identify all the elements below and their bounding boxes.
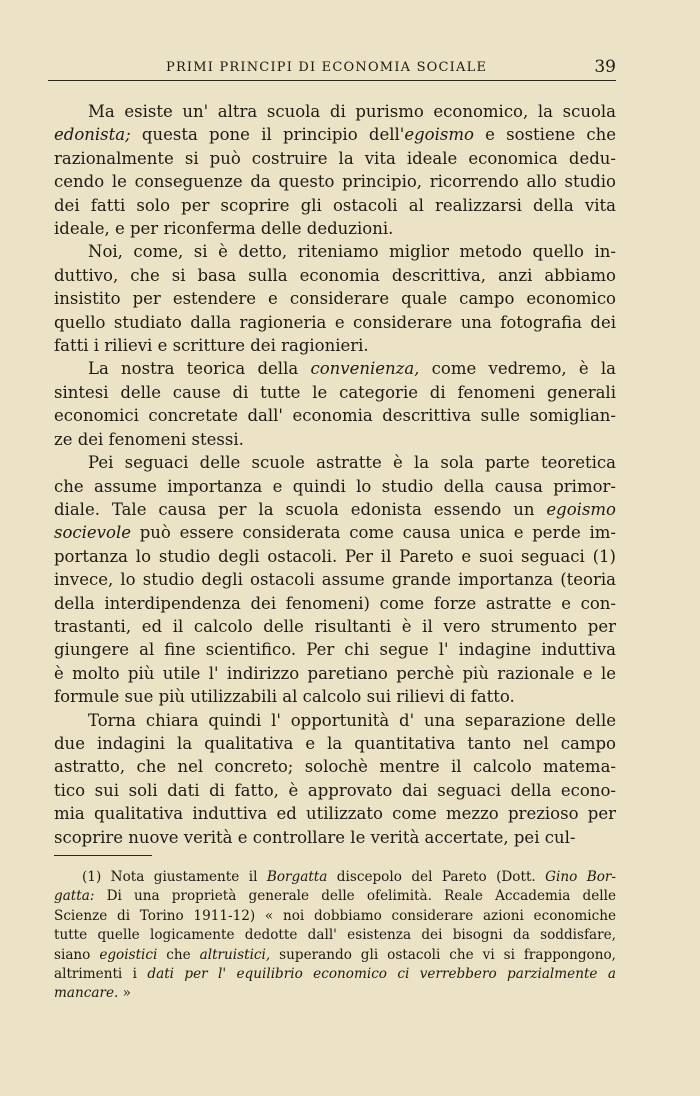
text-line [54, 381, 616, 404]
text-line [54, 779, 616, 802]
text-run: duttivo, che si basa sulla economia descrittiva, anzi abbiamo [54, 265, 616, 285]
text-line [54, 475, 616, 498]
italic-run: gatta: [54, 888, 95, 905]
text-line [54, 638, 616, 661]
running-title: PRIMI PRINCIPI DI ECONOMIA SOCIALE [166, 60, 488, 75]
text-run: sintesi delle cause di tutte le categorie di fenomeni generali [54, 382, 616, 402]
italic-run: egoismo [404, 125, 474, 145]
text-run: ideale, e per riconferma delle deduzioni. [54, 219, 394, 239]
text-line [54, 170, 616, 193]
text-line [54, 194, 616, 217]
text-run: della interdipendenza dei fenomeni) come forze astratte e con- [54, 593, 616, 613]
text-line [54, 568, 616, 591]
text-line [54, 498, 616, 521]
text-line [54, 732, 616, 755]
text-run: Pei seguaci delle scuole astratte è la sola parte teoretica [88, 453, 616, 473]
paragraph [54, 357, 616, 451]
text-run: può essere considerata come causa unica e perde im- [130, 523, 616, 543]
italic-run: dati per l' equilibrio economico ci verrebbero parzialmente a [147, 966, 616, 983]
italic-run: edonista; [54, 125, 131, 145]
text-line [54, 264, 616, 287]
text-run: cendo le conseguenze da questo principio, ricorrendo allo studio [54, 172, 616, 192]
italic-run: egoistici [99, 946, 158, 963]
text-line [54, 287, 616, 310]
text-run: La nostra teorica della [88, 359, 311, 379]
text-run: (1) Nota giustamente il [82, 869, 267, 885]
page-number: 39 [594, 57, 616, 77]
italic-run: mancare. [54, 985, 119, 1002]
italic-run: egoismo [546, 499, 616, 519]
text-run: Scienze di Torino 1911-12) « noi dobbiamo considerare azioni economiche [54, 907, 616, 924]
text-run: Ma esiste un' altra scuola di purismo economico, la scuola [88, 102, 616, 121]
text-run: Di una proprietà generale delle ofelimità. Reale Accademia delle [94, 888, 616, 905]
italic-run: altruistici, [199, 946, 271, 963]
text-run: superando gli ostacoli che vi si frappongono, [270, 946, 616, 963]
text-run: è molto più utile l' indirizzo paretiano perchè più razionale e le [54, 663, 616, 683]
footnote [54, 868, 616, 1004]
text-run: questa pone il principio dell' [130, 125, 405, 145]
text-line [54, 357, 616, 380]
text-run: razionalmente si può costruire la vita ideale economica dedu- [54, 148, 616, 168]
text-line [54, 826, 616, 849]
footnote-line [54, 868, 616, 887]
paragraph [54, 709, 616, 849]
text-line [54, 240, 616, 263]
text-run: formule sue più utilizzabili al calcolo sui rilievi di fatto. [54, 687, 515, 707]
text-run: Torna chiara quindi l' opportunità d' una separazione delle [88, 710, 616, 730]
text-run: siano [54, 946, 100, 963]
paragraph [54, 100, 616, 240]
text-line [54, 100, 616, 123]
text-run: due indagini la qualitativa e la quantitativa tanto nel campo [54, 733, 616, 753]
text-line [54, 428, 616, 451]
text-run: discepolo del Pareto (Dott. [327, 869, 546, 885]
text-line [54, 147, 616, 170]
text-run: trastanti, ed il calcolo delle risultanti è il vero strumento per [54, 616, 616, 636]
footnote-line [54, 946, 616, 965]
text-line [54, 592, 616, 615]
text-run: diale. Tale causa per la scuola edonista essendo un [54, 499, 547, 519]
text-run: ze dei fenomeni stessi. [54, 429, 244, 449]
footnote-line [54, 887, 616, 906]
text-run: economici concretate dall' economia descrittiva sulle somiglian- [54, 406, 616, 426]
text-line [54, 123, 616, 146]
text-line [54, 802, 616, 825]
text-run: e sostiene che [473, 125, 616, 145]
footnote-line [54, 984, 616, 1003]
text-run: mia qualitativa induttiva ed utilizzato come mezzo prezioso per [54, 804, 616, 824]
text-line [54, 311, 616, 334]
paragraph [54, 240, 616, 357]
text-run: che assume importanza e quindi lo studio della causa primor- [54, 476, 616, 496]
text-run: Noi, come, si è detto, riteniamo miglior metodo quello in- [88, 242, 616, 262]
italic-run: Gino Bor- [545, 869, 617, 885]
text-line [54, 451, 616, 474]
italic-run: convenienza, [310, 359, 420, 379]
text-run: quello studiato dalla ragioneria e considerare una fotografia dei [54, 312, 616, 332]
text-run: scoprire nuove verità e controllare le verità accertate, pei cul- [54, 827, 576, 847]
text-run: dei fatti solo per scoprire gli ostacoli al realizzarsi della vita [54, 195, 616, 215]
text-line [54, 404, 616, 427]
footnote-line [54, 926, 616, 945]
footnote-line [54, 907, 616, 926]
text-run: astratto, che nel concreto; solochè mentre il calcolo matema- [54, 757, 616, 777]
text-run: » [118, 985, 131, 1002]
text-line [54, 545, 616, 568]
body-text [54, 100, 616, 849]
footnote-line [54, 965, 616, 984]
text-run: giungere al fine scientifico. Per chi segue l' indagine induttiva [54, 640, 616, 660]
italic-run: Borgatta [266, 869, 328, 885]
text-run: altrimenti i [54, 966, 148, 983]
text-run: che [157, 946, 200, 963]
text-run: tico sui soli dati di fatto, è approvato dai seguaci della econo- [54, 780, 616, 800]
text-run: insistito per estendere e considerare quale campo economico [54, 289, 616, 309]
text-line [54, 521, 616, 544]
text-line [54, 662, 616, 685]
italic-run: socievole [54, 523, 131, 543]
paragraph [54, 451, 616, 708]
text-line [54, 217, 616, 240]
text-run: fatti i rilievi e scritture dei ragionieri. [54, 336, 369, 356]
text-line [54, 334, 616, 357]
text-run: portanza lo studio degli ostacoli. Per il Pareto e suoi seguaci (1) [54, 546, 616, 566]
text-run: invece, lo studio degli ostacoli assume grande importanza (teoria [54, 570, 616, 590]
text-line [54, 755, 616, 778]
text-line [54, 685, 616, 708]
footnote-rule [54, 855, 152, 856]
text-run: tutte quelle logicamente dedotte dall' esistenza dei bisogni da soddisfare, [54, 927, 616, 944]
text-run: come vedremo, è la [419, 359, 616, 379]
page-header [48, 58, 616, 81]
text-line [54, 709, 616, 732]
text-line [54, 615, 616, 638]
